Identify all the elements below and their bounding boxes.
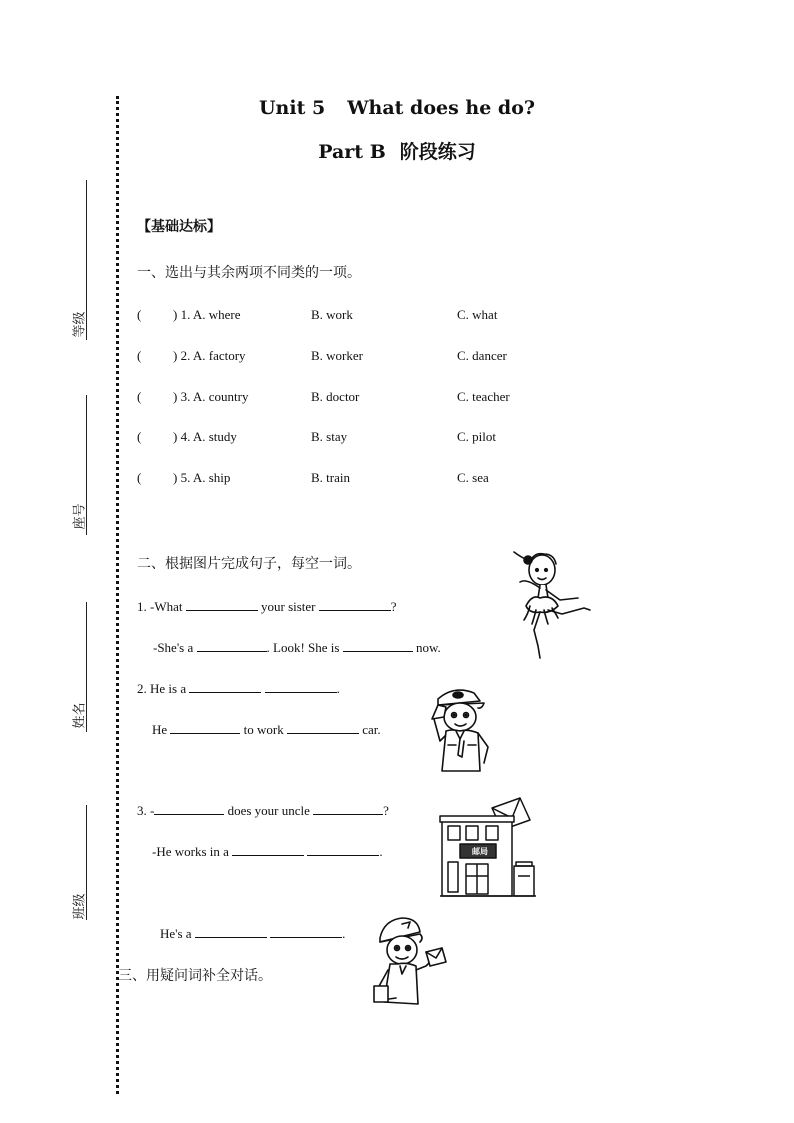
s1-item-2-c: C. dancer (457, 348, 507, 363)
s2-q2-line1 (137, 679, 340, 697)
part-title: 阶段练习 (399, 141, 476, 163)
postman-illustration (370, 912, 450, 1008)
s1-item-4-a: ) 4. A. study (173, 429, 237, 444)
s2-q1-text-a: 1. -What (137, 599, 183, 614)
section3-title: 三、用疑问词补全对话。 (118, 968, 272, 984)
s1-item-2-b: B. worker (311, 348, 363, 363)
answer-blank[interactable] (313, 801, 383, 815)
s1-item-3-a: ) 3. A. country (173, 389, 249, 404)
s2-q3-text-d: -He works in a (152, 844, 229, 859)
s2-q1-line1 (137, 597, 397, 615)
section-heading: 【基础达标】 (137, 219, 221, 235)
s2-q2-text-a: 2. He is a (137, 681, 187, 696)
s2-q2-text-d: to work (243, 722, 284, 737)
s1-item-1-a: ) 1. A. where (173, 307, 241, 322)
s2-q1-text-f: now. (415, 640, 441, 655)
s1-item-2: ( ) 2. A. factory (137, 348, 246, 363)
s2-q3-text-c: ? (383, 803, 389, 818)
answer-blank[interactable] (170, 720, 240, 734)
s1-item-4-c: C. pilot (457, 429, 497, 444)
s2-q1-text-e: . Look! She is (266, 640, 340, 655)
answer-blank[interactable] (319, 597, 391, 611)
s2-q3-line1 (137, 801, 389, 819)
part-number: Part B (318, 141, 386, 163)
s2-q1-text-d: -She's a (153, 640, 194, 655)
s2-q3-text-g: . (342, 926, 346, 941)
answer-blank[interactable] (154, 801, 224, 815)
s1-item-1: ( ) 1. A. where (137, 307, 241, 322)
s1-item-5-a: ) 5. A. ship (173, 470, 231, 485)
answer-blank[interactable] (195, 924, 267, 938)
answer-blank[interactable] (307, 842, 379, 856)
s2-q3-text-a: 3. - (137, 803, 155, 818)
s2-q3-text-f: He's a (160, 926, 192, 941)
s1-item-1-b: B. work (311, 307, 353, 322)
s2-q3-text-e: . (379, 844, 383, 859)
answer-blank[interactable] (270, 924, 342, 938)
driver-illustration (418, 683, 494, 779)
unit-title: What does he do? (347, 97, 536, 119)
s1-item-3-b: B. doctor (311, 389, 360, 404)
s2-q2-text-c: He (152, 722, 168, 737)
binding-dotted-line (116, 96, 119, 1094)
name-label: 姓名 (72, 702, 88, 729)
s2-q3-text-b: does your uncle (227, 803, 310, 818)
s1-item-4: ( ) 4. A. study (137, 429, 237, 444)
s2-q2-text-b: . (336, 681, 340, 696)
answer-blank[interactable] (197, 638, 267, 652)
s2-q3-line2 (152, 842, 383, 860)
s1-item-3: ( ) 3. A. country (137, 389, 249, 404)
s1-item-1-c: C. what (457, 307, 498, 322)
answer-blank[interactable] (287, 720, 359, 734)
answer-blank[interactable] (189, 679, 261, 693)
s1-item-5: ( ) 5. A. ship (137, 470, 231, 485)
class-label: 班级 (72, 893, 88, 920)
unit-number: Unit 5 (258, 97, 326, 119)
s1-item-5-b: B. train (311, 470, 350, 485)
answer-blank[interactable] (265, 679, 337, 693)
grade-label: 等级 (72, 311, 88, 338)
page-subtitle (0, 137, 794, 164)
s2-q1-text-b: your sister (260, 599, 316, 614)
s2-q2-line2 (152, 720, 381, 738)
s2-q1-text-c: ? (390, 599, 397, 614)
s1-item-5-c: C. sea (457, 470, 489, 485)
s1-item-4-b: B. stay (311, 429, 348, 444)
s2-q3-line3 (160, 924, 345, 942)
seat-label: 座号 (72, 503, 88, 530)
s1-item-2-a: ) 2. A. factory (173, 348, 246, 363)
answer-blank[interactable] (186, 597, 258, 611)
answer-blank[interactable] (232, 842, 304, 856)
dancer-illustration (500, 548, 592, 663)
section1-title: 一、选出与其余两项不同类的一项。 (137, 265, 361, 281)
section2-title: 二、根据图片完成句子，每空一词。 (137, 556, 361, 572)
page-title (0, 97, 794, 119)
s2-q2-text-e: car. (362, 722, 381, 737)
s2-q1-line2 (153, 638, 441, 656)
answer-blank[interactable] (343, 638, 413, 652)
post-office-sign: 邮局 (472, 847, 488, 856)
s1-item-3-c: C. teacher (457, 389, 510, 404)
